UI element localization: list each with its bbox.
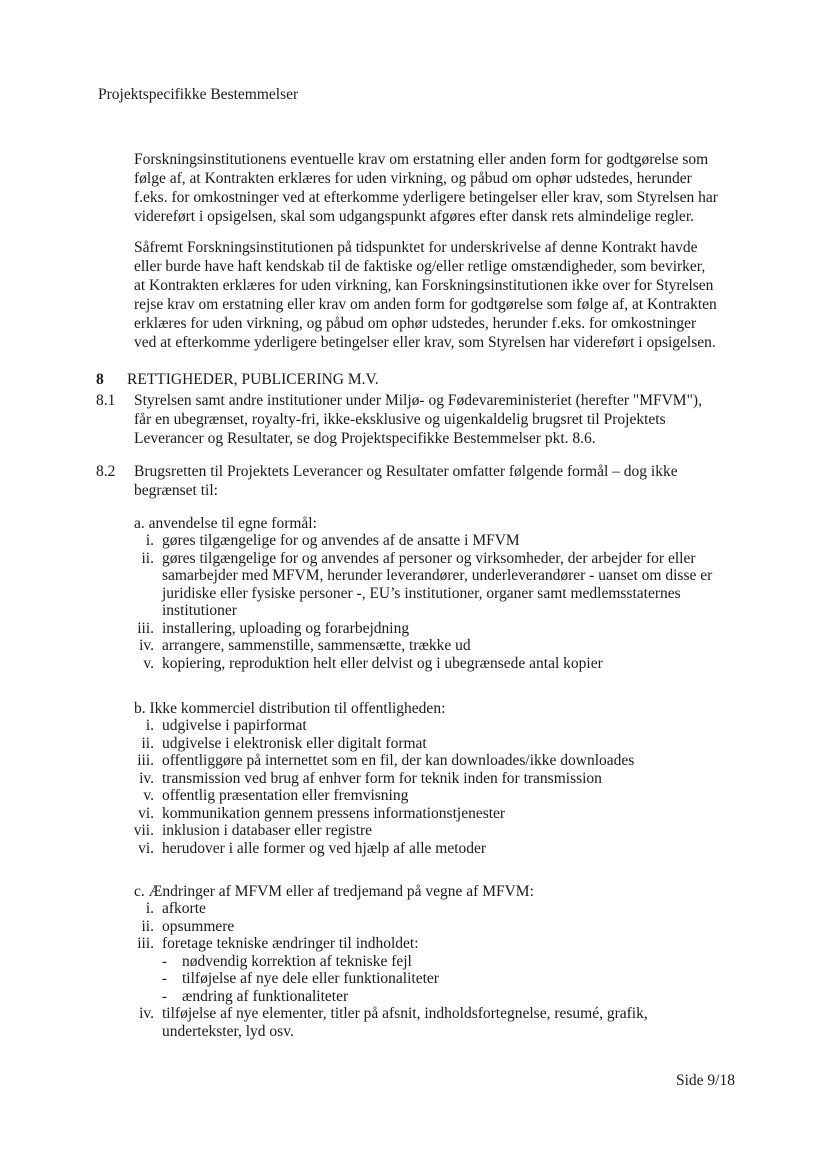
- text-line: videreført i opsigelsen, skal som udgangspunkt afgøres efter dansk rets almindelige regler.: [134, 208, 694, 225]
- item-text: ændring af funktionaliteter: [182, 987, 349, 1005]
- item-text: arrangere, sammenstille, sammensætte, trække ud: [162, 637, 471, 654]
- item-text: institutioner: [162, 602, 237, 619]
- list-item: [0, 550, 827, 568]
- item-text: opsummere: [162, 917, 235, 935]
- list-item: [0, 532, 827, 550]
- text-line: rejse krav om erstatning eller krav om anden form for godtgørelse som følge af, at Kontrakten: [134, 296, 717, 313]
- text-line: erklæres for uden virkning, og påbud om ophør udstedes, herunder f.eks. for omkostninger: [134, 315, 697, 332]
- item-number: i.: [145, 900, 154, 917]
- item-number: i.: [145, 532, 154, 549]
- list-item: [0, 585, 827, 603]
- text-line: følge af, at Kontrakten erklæres for uden virkning, og påbud om ophør udstedes, herunder: [134, 170, 692, 187]
- list-c-heading: c. Ændringer af MFVM eller af tredjemand på vegne af MFVM:: [134, 883, 534, 900]
- item-text: juridiske eller fysiske personer -, EU’s institutioner, organer samt medlemsstaternes: [162, 584, 681, 602]
- list-item: [0, 655, 827, 673]
- list-item: [0, 735, 827, 753]
- item-number: v.: [143, 654, 154, 672]
- item-text: tilføjelse af nye elementer, titler på afsnit, indholdsfortegnelse, resumé, grafik,: [162, 1005, 648, 1022]
- item-number: v.: [143, 787, 154, 804]
- text-line: Leverancer og Resultater, se dog Projektspecifikke Bestemmelser pkt. 8.6.: [134, 430, 596, 447]
- intro-paragraph-1: [134, 150, 744, 226]
- list-item: [0, 752, 827, 770]
- list-item: [0, 1005, 827, 1023]
- list-item: [0, 567, 827, 585]
- item-number: iii.: [137, 935, 154, 952]
- list-sub-item: [0, 988, 827, 1006]
- item-number: iv.: [139, 769, 154, 787]
- text-line: Brugsretten til Projektets Leverancer og Resultater omfatter følgende formål – dog ikke: [134, 463, 678, 480]
- item-number: vi.: [138, 839, 154, 857]
- item-number: vi.: [138, 804, 154, 822]
- item-text: udgivelse i elektronisk eller digitalt format: [162, 734, 427, 752]
- item-number: iv.: [139, 637, 154, 654]
- item-text: inklusion i databaser eller registre: [162, 822, 373, 839]
- list-b: [0, 717, 827, 857]
- item-text: nødvendig korrektion af tekniske fejl: [182, 952, 412, 970]
- text-line: ved at efterkomme yderligere betingelser eller krav, som Styrelsen har videreført i opsigelsen.: [134, 334, 716, 351]
- page-number: Side 9/18: [676, 1072, 735, 1089]
- list-sub-item: [0, 953, 827, 971]
- list-item: [0, 620, 827, 638]
- dash-marker: -: [161, 970, 167, 987]
- text-line: Såfremt Forskningsinstitutionen på tidspunktet for underskrivelse af denne Kontrakt havde: [134, 239, 698, 256]
- item-number: ii.: [141, 549, 154, 567]
- list-item: [0, 840, 827, 858]
- item-number: i.: [145, 717, 154, 734]
- item-text: offentliggøre på internettet som en fil, der kan downloades/ikke downloades: [162, 752, 635, 769]
- item-text: undertekster, lyd osv.: [162, 1022, 294, 1040]
- text-line: Forskningsinstitutionens eventuelle krav om erstatning eller anden form for godtgørelse som: [134, 151, 709, 168]
- item-number: ii.: [141, 734, 154, 752]
- text-line: at Kontrakten erklæres for uden virkning, kan Forskningsinstitutionen ikke over for Styrelsen: [134, 277, 714, 294]
- list-item: [0, 900, 827, 918]
- list-a-heading: a. anvendelse til egne formål:: [134, 515, 317, 532]
- dash-marker: -: [161, 952, 167, 970]
- intro-paragraph-2: [134, 238, 744, 352]
- item-text: kommunikation gennem pressens informationstjenester: [162, 804, 506, 822]
- list-item: [0, 805, 827, 823]
- text-line: får en ubegrænset, royalty-fri, ikke-eksklusive og uigenkaldelig brugsret til Projektets: [134, 411, 666, 428]
- list-sub-item: [0, 970, 827, 988]
- list-item: [0, 602, 827, 620]
- item-text: tilføjelse af nye dele eller funktionaliteter: [182, 970, 439, 987]
- dash-marker: -: [161, 987, 167, 1005]
- item-text: gøres tilgængelige for og anvendes af personer og virksomheder, der arbejder for eller: [162, 549, 696, 567]
- text-line: eller burde have haft kendskab til de faktiske og/eller retlige omstændigheder, som bevirker,: [134, 258, 706, 275]
- item-number: iii.: [137, 752, 154, 769]
- list-item: [0, 637, 827, 655]
- item-number: iii.: [137, 619, 154, 637]
- item-text: kopiering, reproduktion helt eller delvist og i ubegrænsede antal kopier: [162, 654, 603, 672]
- item-number: ii.: [141, 917, 154, 935]
- subsection-number: 8.2: [96, 463, 116, 480]
- item-text: transmission ved brug af enhver form for teknik inden for transmission: [162, 769, 602, 787]
- list-item: [0, 822, 827, 840]
- item-text: samarbejder med MFVM, herunder leverandører, underleverandører - uanset om disse er: [162, 567, 713, 584]
- text-line: f.eks. for omkostninger ved at efterkomme yderligere betingelser eller krav, som Styrelsen har: [134, 189, 718, 206]
- item-text: udgivelse i papirformat: [162, 717, 307, 734]
- item-text: offentlig præsentation eller fremvisning: [162, 787, 409, 804]
- subsection-8-2-text: [134, 462, 744, 500]
- item-number: iv.: [139, 1005, 154, 1022]
- list-item: [0, 918, 827, 936]
- item-text: foretage tekniske ændringer til indholdet:: [162, 935, 419, 952]
- item-text: installering, uploading og forarbejdning: [162, 619, 410, 637]
- list-item: [0, 717, 827, 735]
- item-text: gøres tilgængelige for og anvendes af de ansatte i MFVM: [162, 532, 520, 549]
- list-a: [0, 532, 827, 672]
- subsection-8-1-text: [134, 391, 744, 448]
- list-item: [0, 770, 827, 788]
- list-item: [0, 935, 827, 953]
- section-title: RETTIGHEDER, PUBLICERING M.V.: [127, 371, 379, 388]
- section-number: 8: [96, 371, 104, 388]
- list-b-heading: b. Ikke kommerciel distribution til offentligheden:: [134, 700, 446, 717]
- item-text: herudover i alle former og ved hjælp af alle metoder: [162, 839, 487, 857]
- page-header: Projektspecifikke Bestemmelser: [98, 86, 299, 103]
- list-item: [0, 787, 827, 805]
- subsection-number: 8.1: [96, 392, 116, 409]
- text-line: begrænset til:: [134, 482, 218, 499]
- item-text: afkorte: [162, 900, 206, 917]
- item-number: vii.: [133, 822, 154, 839]
- list-c: [0, 900, 827, 1040]
- list-item: [0, 1023, 827, 1041]
- text-line: Styrelsen samt andre institutioner under Miljø- og Fødevareministeriet (herefter "MFVM"),: [134, 392, 702, 409]
